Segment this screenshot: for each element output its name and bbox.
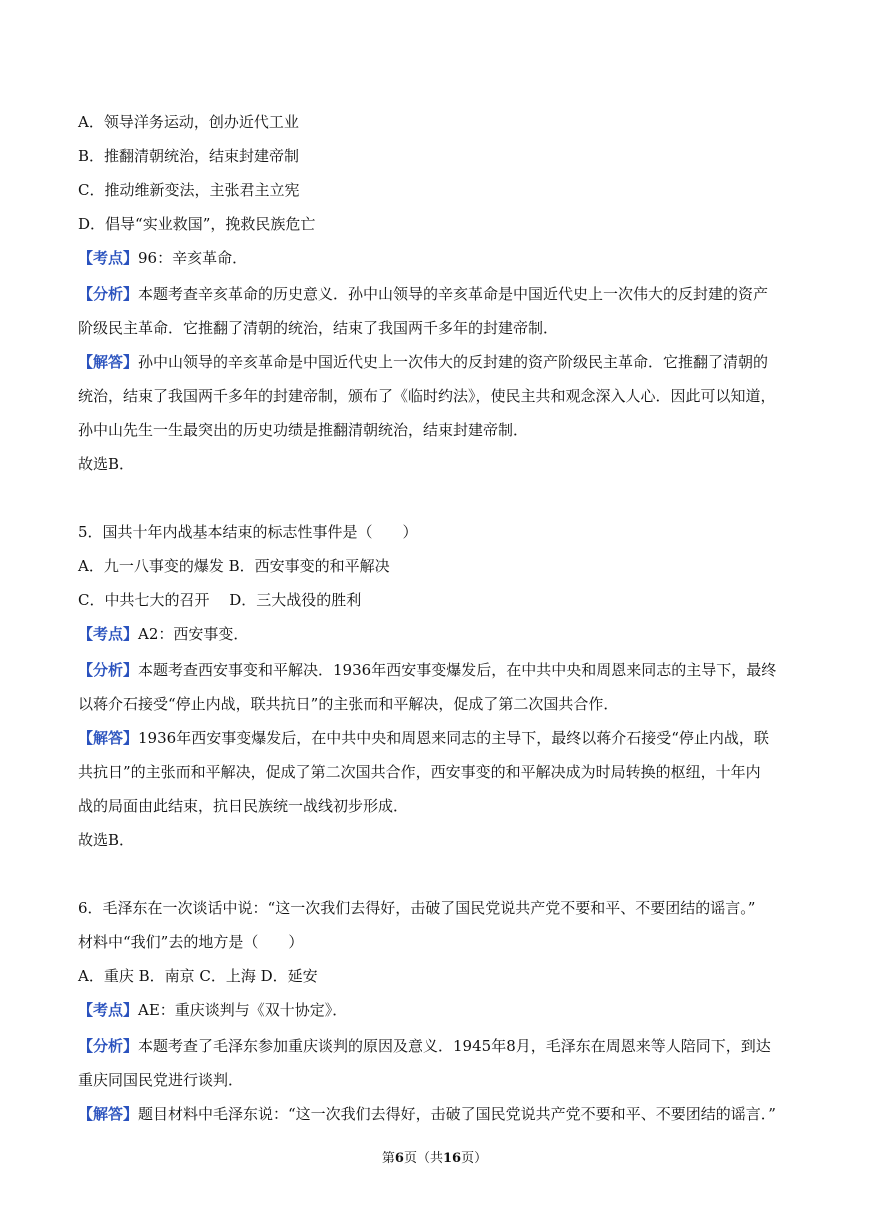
page-footer: [0, 1150, 869, 1168]
q6-fenxi-line-1: [78, 1036, 793, 1056]
fenxi-text: 本题考查辛亥革命的历史意义．孙中山领导的辛亥革命是中国近代史上一次伟大的反封建的资产: [138, 285, 769, 303]
fenxi-tag: 【分析】: [78, 285, 139, 303]
footer-total-pages: 16: [442, 1151, 462, 1166]
q6-stem-line-1: 6．毛泽东在一次谈话中说：“这一次我们去得好，击破了国民党说共产党不要和平、不要团结的谣言。”: [78, 899, 756, 917]
q5-jieda-line-2: 共抗日”的主张而和平解决，促成了第二次国共合作，西安事变的和平解决成为时局转换的枢纽，十年内: [78, 763, 761, 781]
footer-suffix: 页）: [461, 1151, 488, 1166]
footer-page-number: 6: [394, 1151, 404, 1166]
kaodian-tag: 【考点】: [78, 249, 139, 267]
q5-fenxi-line-2: 以蒋介石接受“停止内战，联共抗日”的主张而和平解决，促成了第二次国共合作．: [78, 695, 619, 713]
q4-jieda-line-3: 孙中山先生一生最突出的历史功绩是推翻清朝统治，结束封建帝制．: [78, 421, 529, 439]
fenxi-tag: 【分析】: [78, 1037, 139, 1055]
q6-kaodian: [78, 1000, 793, 1020]
q5-answer: 故选B．: [78, 831, 135, 849]
q5-fenxi-line-1: [78, 660, 793, 680]
kaodian-tag: 【考点】: [78, 1001, 139, 1019]
footer-mid: 页（共: [403, 1151, 443, 1166]
footer-prefix: 第: [381, 1151, 395, 1166]
q4-option-d: D．倡导“实业救国”，挽救民族危亡: [78, 215, 316, 233]
fenxi-text: 本题考查了毛泽东参加重庆谈判的原因及意义．1945年8月，毛泽东在周恩来等人陪同下，到达: [138, 1037, 771, 1055]
q6-jieda-line-1: [78, 1104, 793, 1124]
kaodian-tag: 【考点】: [78, 625, 139, 643]
kaodian-text: A2：西安事变．: [138, 625, 249, 643]
fenxi-tag: 【分析】: [78, 661, 139, 679]
jieda-tag: 【解答】: [78, 353, 139, 371]
q6-fenxi-line-2: 重庆同国民党进行谈判．: [78, 1071, 244, 1089]
kaodian-text: 96：辛亥革命．: [138, 249, 248, 267]
q4-kaodian: [78, 248, 793, 268]
q4-fenxi-line-1: [78, 284, 793, 304]
q4-option-c: C．推动维新变法，主张君主立宪: [78, 181, 300, 199]
q4-jieda-line-1: [78, 352, 793, 372]
fenxi-text: 本题考查西安事变和平解决．1936年西安事变爆发后，在中共中央和周恩来同志的主导下，最终: [138, 661, 777, 679]
q4-option-b: B．推翻清朝统治，结束封建帝制: [78, 147, 300, 165]
q5-jieda-line-3: 战的局面由此结束，抗日民族统一战线初步形成．: [78, 797, 409, 815]
jieda-text: 题目材料中毛泽东说：“这一次我们去得好，击破了国民党说共产党不要和平、不要团结的谣言．”: [138, 1105, 776, 1123]
q4-option-a: A．领导洋务运动，创办近代工业: [78, 113, 299, 131]
jieda-tag: 【解答】: [78, 1105, 139, 1123]
jieda-text: 1936年西安事变爆发后，在中共中央和周恩来同志的主导下，最终以蒋介石接受“停止内战，联: [138, 729, 769, 747]
kaodian-text: AE：重庆谈判与《双十协定》．: [138, 1001, 348, 1019]
jieda-text: 孙中山领导的辛亥革命是中国近代史上一次伟大的反封建的资产阶级民主革命．它推翻了清朝的: [138, 353, 769, 371]
q5-options-ab: A．九一八事变的爆发 B．西安事变的和平解决: [78, 557, 390, 575]
q4-fenxi-line-2: 阶级民主革命．它推翻了清朝的统治，结束了我国两千多年的封建帝制．: [78, 319, 559, 337]
q6-options: A．重庆 B．南京 C．上海 D．延安: [78, 967, 318, 985]
jieda-tag: 【解答】: [78, 729, 139, 747]
q5-kaodian: [78, 624, 793, 644]
q5-jieda-line-1: [78, 728, 793, 748]
q6-stem-line-2: 材料中“我们”去的地方是（ ）: [78, 933, 304, 951]
q4-answer: 故选B．: [78, 455, 135, 473]
q5-options-cd: C．中共七大的召开 D．三大战役的胜利: [78, 591, 362, 609]
q4-jieda-line-2: 统治，结束了我国两千多年的封建帝制，颁布了《临时约法》，使民主共和观念深入人心．因此可以知道，: [78, 387, 776, 405]
q5-stem: 5．国共十年内战基本结束的标志性事件是（ ）: [78, 523, 418, 541]
